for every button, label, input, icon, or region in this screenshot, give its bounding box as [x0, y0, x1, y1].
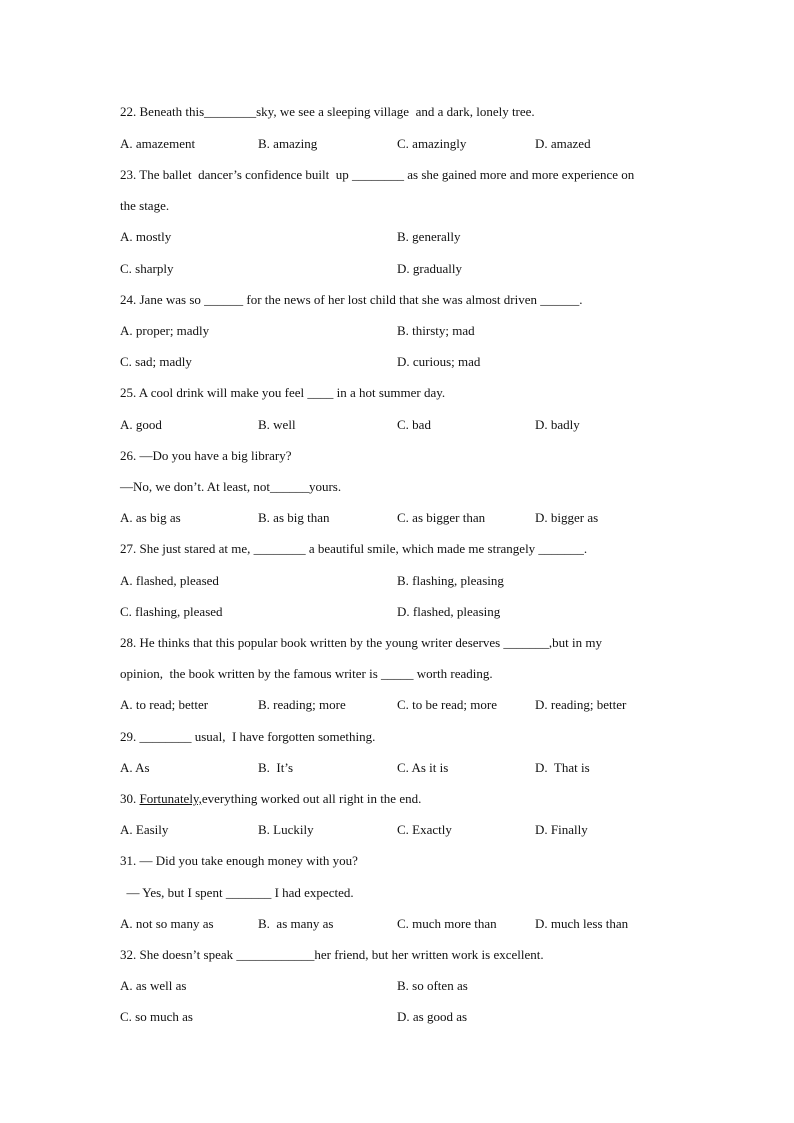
- question-31-stem-continued: — Yes, but I spent _______ I had expected.: [120, 885, 354, 900]
- question-28-option-b: B. reading; more: [258, 697, 346, 712]
- question-22-option-a: A. amazement: [120, 136, 196, 151]
- question-23-option-b: B. generally: [397, 229, 461, 244]
- question-31-option-d: D. much less than: [535, 916, 629, 931]
- question-26-option-b: B. as big than: [258, 510, 330, 525]
- question-29-option-a: A. As: [120, 760, 150, 775]
- question-23-stem: 23. The ballet dancer’s confidence built up ________ as she gained more and more experience on: [120, 167, 635, 182]
- question-26-option-c: C. as bigger than: [397, 510, 486, 525]
- question-25-stem: 25. A cool drink will make you feel ____ in a hot summer day.: [120, 385, 446, 400]
- question-29-option-c: C. As it is: [397, 760, 449, 775]
- question-24-option-b: B. thirsty; mad: [397, 323, 475, 338]
- question-26-option-d: D. bigger as: [535, 510, 599, 525]
- question-32-option-b: B. so often as: [397, 978, 468, 993]
- question-23-option-d: D. gradually: [397, 261, 462, 276]
- question-22-option-d: D. amazed: [535, 136, 591, 151]
- question-23-option-c: C. sharply: [120, 261, 174, 276]
- question-22-option-c: C. amazingly: [397, 136, 467, 151]
- question-25-option-b: B. well: [258, 417, 296, 432]
- question-31-option-c: C. much more than: [397, 916, 497, 931]
- question-32-stem: 32. She doesn’t speak ____________her friend, but her written work is excellent.: [120, 947, 544, 962]
- question-26-option-a: A. as big as: [120, 510, 181, 525]
- question-30-option-c: C. Exactly: [397, 822, 452, 837]
- question-25-option-d: D. badly: [535, 417, 580, 432]
- question-28-option-d: D. reading; better: [535, 697, 627, 712]
- question-27-stem: 27. She just stared at me, ________ a beautiful smile, which made me strangely _______.: [120, 541, 588, 556]
- question-30-number: 30.: [120, 791, 140, 806]
- question-30-option-b: B. Luckily: [258, 822, 314, 837]
- question-31-option-b: B. as many as: [258, 916, 334, 931]
- question-32-option-c: C. so much as: [120, 1009, 193, 1024]
- question-26-stem: 26. —Do you have a big library?: [120, 448, 292, 463]
- question-32-option-d: D. as good as: [397, 1009, 468, 1024]
- question-30-stem-rest: everything worked out all right in the end.: [201, 791, 422, 806]
- question-25-option-c: C. bad: [397, 417, 431, 432]
- question-27-option-b: B. flashing, pleasing: [397, 573, 504, 588]
- question-23-option-a: A. mostly: [120, 229, 172, 244]
- question-24-stem: 24. Jane was so ______ for the news of her lost child that she was almost driven ______.: [120, 292, 583, 307]
- question-22-option-b: B. amazing: [258, 136, 318, 151]
- question-26-stem-continued: —No, we don’t. At least, not______yours.: [120, 479, 342, 494]
- question-31-stem: 31. — Did you take enough money with you?: [120, 853, 358, 868]
- question-28-option-a: A. to read; better: [120, 697, 209, 712]
- question-31-option-a: A. not so many as: [120, 916, 214, 931]
- question-23-stem-continued: the stage.: [120, 198, 170, 213]
- question-30-option-d: D. Finally: [535, 822, 588, 837]
- question-29-option-b: B. It’s: [258, 760, 294, 775]
- question-24-option-c: C. sad; madly: [120, 354, 192, 369]
- question-30-stem: [120, 791, 421, 807]
- question-24-option-d: D. curious; mad: [397, 354, 481, 369]
- question-28-option-c: C. to be read; more: [397, 697, 497, 712]
- question-28-stem-continued: opinion, the book written by the famous writer is _____ worth reading.: [120, 666, 493, 681]
- question-28-stem: 28. He thinks that this popular book written by the young writer deserves _______,but in my: [120, 635, 603, 650]
- question-30-option-a: A. Easily: [120, 822, 169, 837]
- question-22-stem: 22. Beneath this________sky, we see a sleeping village and a dark, lonely tree.: [120, 104, 535, 119]
- question-24-option-a: A. proper; madly: [120, 323, 210, 338]
- question-30-underlined-word: Fortunately,: [139, 791, 202, 806]
- question-25-option-a: A. good: [120, 417, 162, 432]
- question-29-option-d: D. That is: [535, 760, 590, 775]
- question-27-option-c: C. flashing, pleased: [120, 604, 223, 619]
- question-27-option-d: D. flashed, pleasing: [397, 604, 501, 619]
- question-27-option-a: A. flashed, pleased: [120, 573, 219, 588]
- question-29-stem: 29. ________ usual, I have forgotten something.: [120, 729, 376, 744]
- question-32-option-a: A. as well as: [120, 978, 187, 993]
